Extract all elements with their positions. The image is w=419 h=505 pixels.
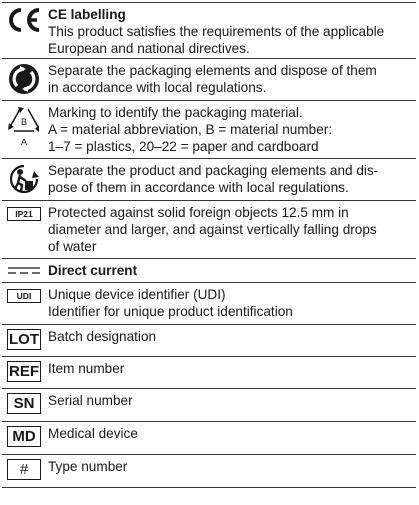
- description: Protected against solid foreign objects 12.5 mm in diameter and larger, and against vertically falling drops of water: [48, 205, 377, 254]
- symbol-cell: [2, 389, 46, 421]
- description: CE labelling This product satisfies the requirements of the applicable European and national directives.: [46, 3, 416, 58]
- hash-symbol: #: [7, 459, 41, 480]
- description: Unique device identifier (UDI) Identifier for unique product identification: [48, 287, 293, 319]
- direct-current-icon: [7, 265, 41, 275]
- description: Batch designation: [48, 329, 157, 344]
- recycling-triangle-icon: [6, 105, 42, 153]
- row-sn: [2, 389, 416, 422]
- row-lot: [2, 325, 416, 357]
- symbol-cell: [2, 159, 46, 200]
- ip21-symbol: IP21: [7, 207, 41, 221]
- row-udi: [2, 283, 416, 325]
- description: Medical device: [48, 426, 138, 441]
- description: Item number: [48, 361, 125, 376]
- row-type-number: [2, 455, 416, 488]
- md-symbol: MD: [7, 426, 41, 447]
- ce-mark-icon: [6, 7, 42, 33]
- symbol-cell: [2, 357, 46, 388]
- symbol-cell: [2, 422, 46, 454]
- row-md: [2, 422, 416, 455]
- symbol-letter-a: A: [20, 137, 28, 147]
- symbol-cell: [2, 3, 46, 58]
- symbol-letter-b: B: [20, 117, 28, 127]
- row-product-disposal: [2, 159, 416, 201]
- description: Separate the product and packaging elements and dis- pose of them in accordance with local regulations.: [48, 163, 379, 195]
- row-title: Direct current: [48, 263, 138, 278]
- description: Separate the packaging elements and dispose of them in accordance with local regulations.: [48, 63, 377, 95]
- udi-symbol: UDI: [7, 289, 41, 303]
- symbols-table: [2, 2, 416, 488]
- row-ip21: [2, 201, 416, 259]
- sn-symbol: SN: [7, 393, 41, 414]
- row-ref: [2, 357, 416, 389]
- row-direct-current: [2, 259, 416, 283]
- green-dot-icon: [8, 63, 40, 95]
- description: Marking to identify the packaging material. A = material abbreviation, B = material number: 1–7 = plastics, 20–22 = paper and cardboard: [48, 105, 333, 154]
- separate-disposal-icon: [8, 163, 40, 195]
- symbol-cell: [2, 325, 46, 356]
- row-packaging-disposal: [2, 59, 416, 101]
- symbol-cell: [2, 201, 46, 258]
- symbol-cell: [2, 283, 46, 324]
- ref-symbol: REF: [9, 363, 39, 380]
- symbol-cell: [2, 59, 46, 100]
- row-ce-labelling: [2, 3, 416, 59]
- description: [46, 259, 416, 282]
- description: Serial number: [48, 393, 133, 408]
- symbol-cell: [2, 259, 46, 282]
- description: Type number: [48, 459, 128, 474]
- row-title: CE labelling: [48, 7, 126, 22]
- symbol-cell: [2, 455, 46, 487]
- lot-symbol: LOT: [9, 331, 39, 348]
- row-packaging-material: [2, 101, 416, 159]
- symbol-cell: [2, 101, 46, 158]
